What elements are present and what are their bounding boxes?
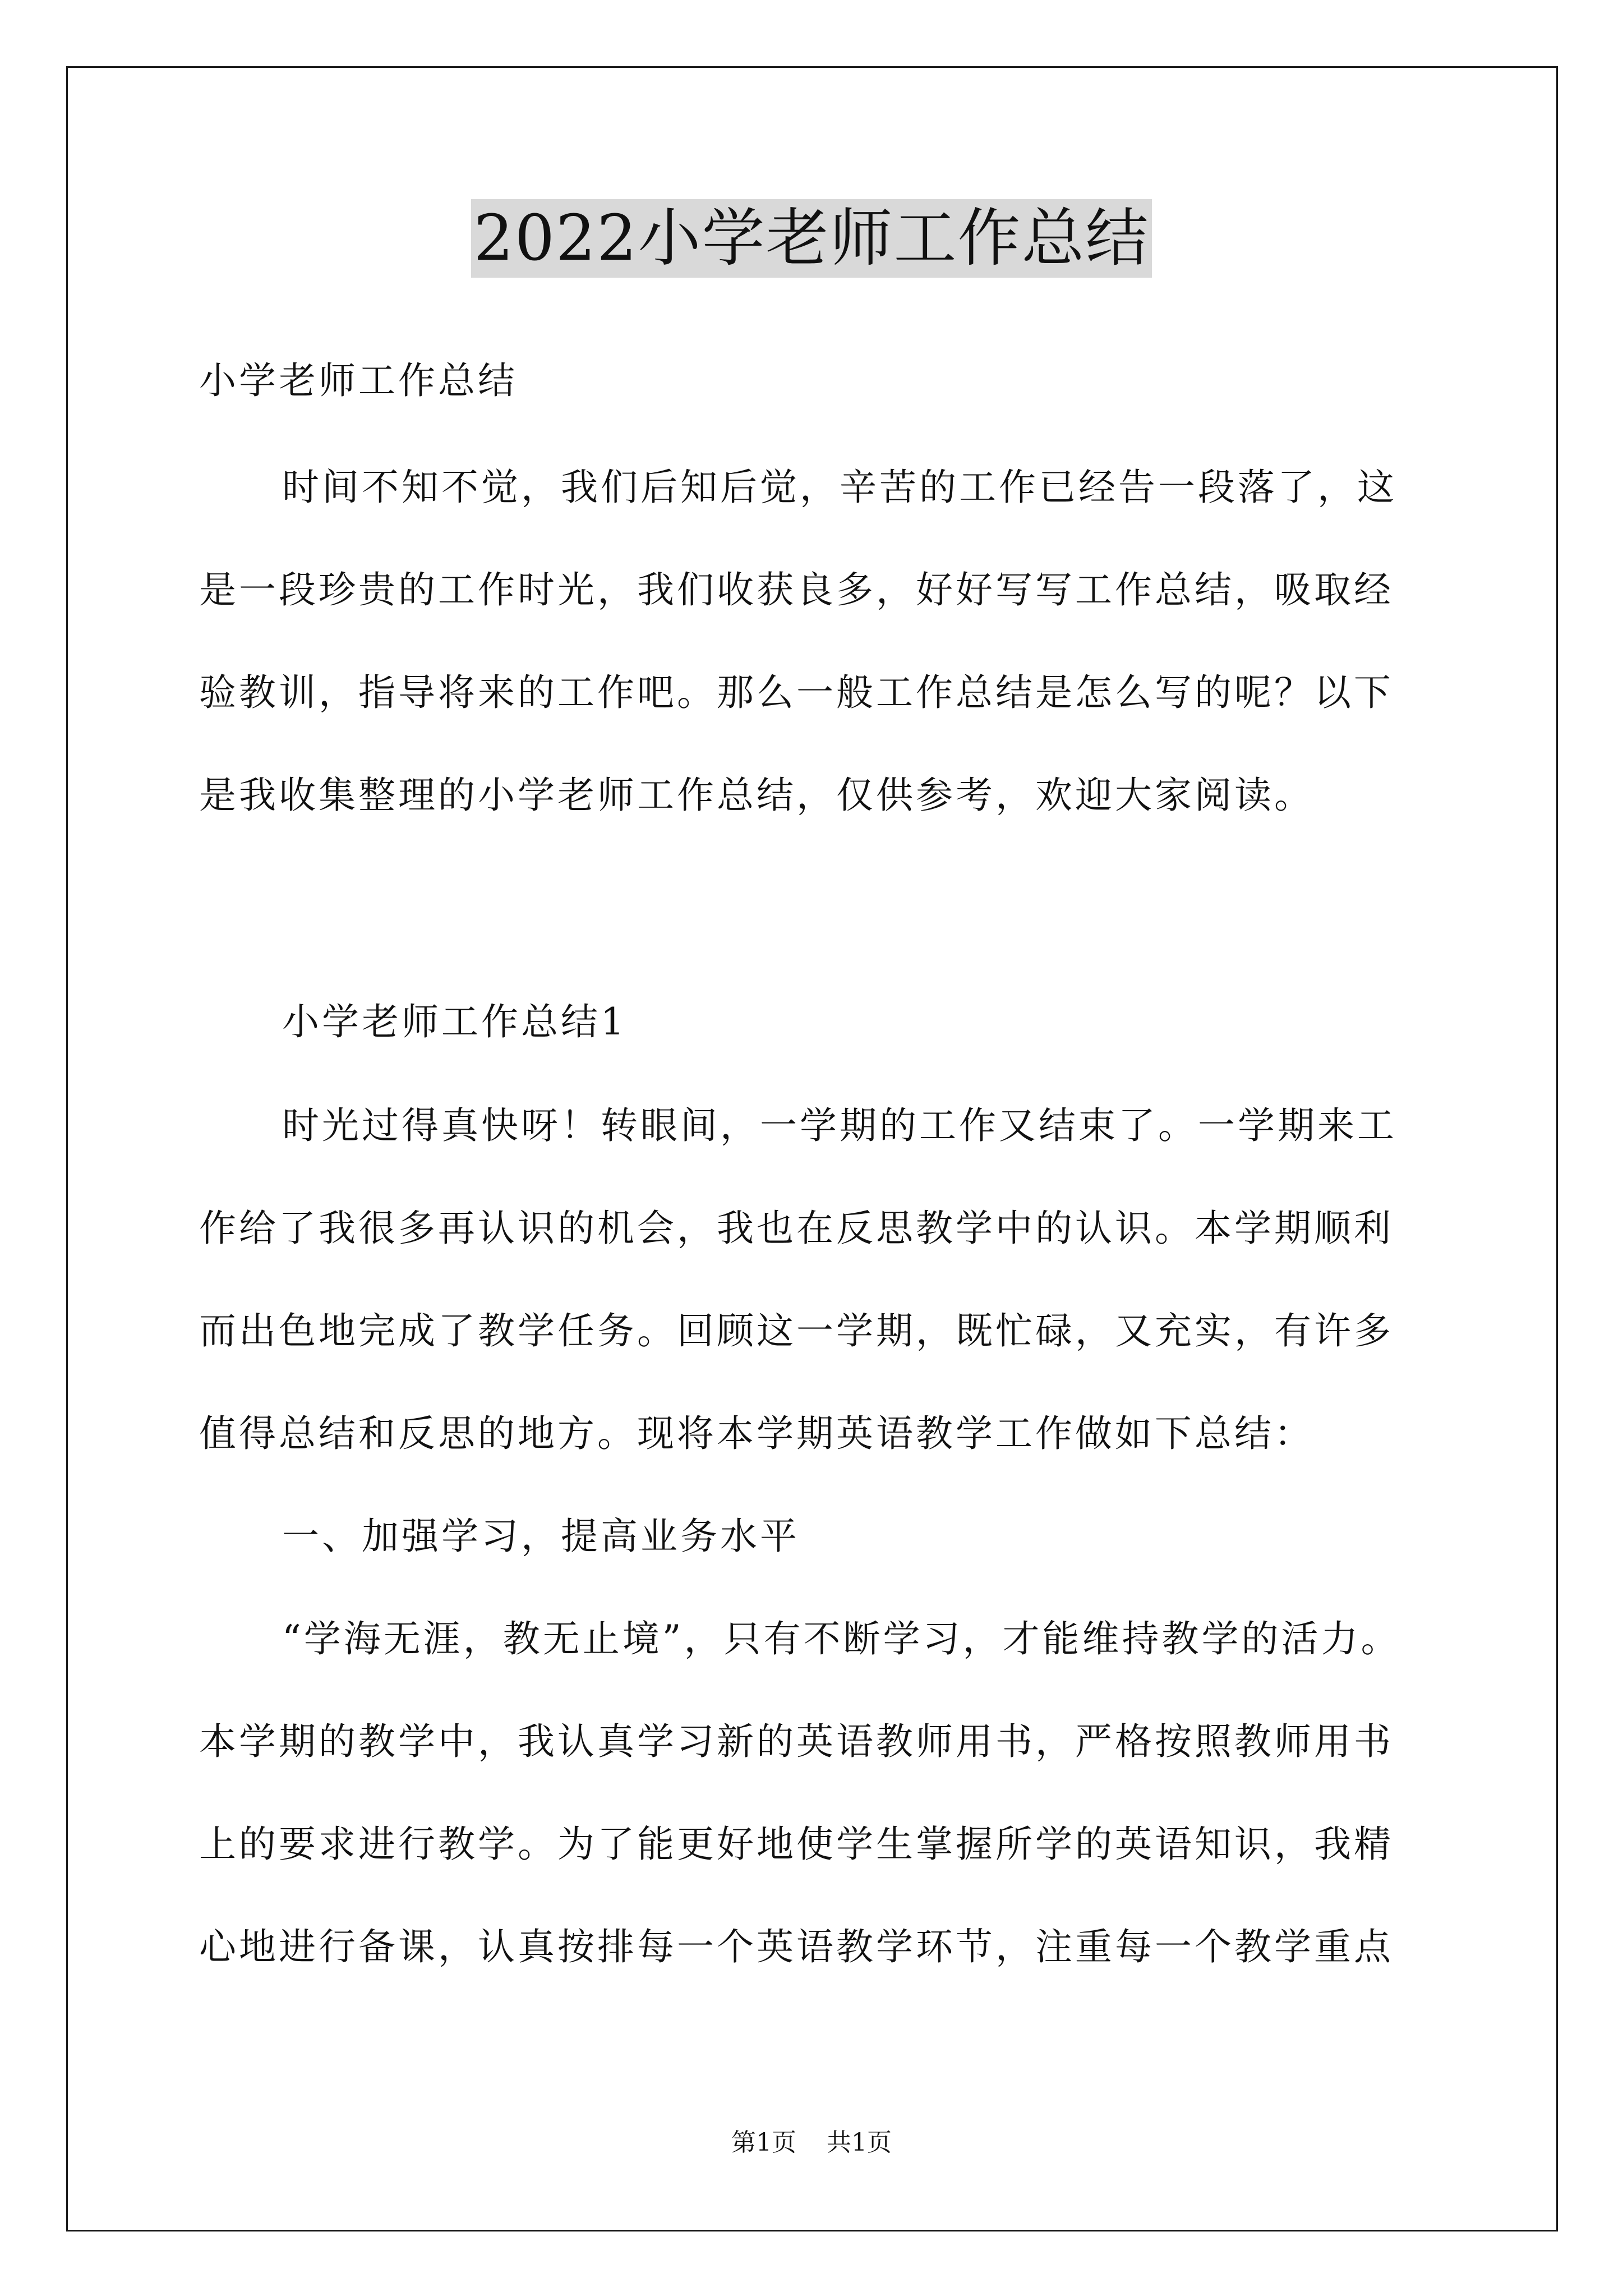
intro-line-4: 是我收集整理的小学老师工作总结，仅供参考，欢迎大家阅读。 (199, 774, 1314, 817)
para2-line-2: 本学期的教学中，我认真学习新的英语教师用书，严格按照教师用书 (199, 1720, 1394, 1763)
para2-line-1: “学海无涯，教无止境”，只有不断学习，才能维持教学的活力。 (282, 1617, 1401, 1660)
title-container (0, 199, 1623, 278)
document-subtitle: 小学老师工作总结 (199, 359, 518, 402)
section-heading: 小学老师工作总结1 (282, 1000, 627, 1043)
intro-line-3: 验教训，指导将来的工作吧。那么一般工作总结是怎么写的呢？以下 (199, 671, 1394, 714)
para2-line-4: 心地进行备课，认真按排每一个英语教学环节，注重每一个教学重点 (199, 1925, 1394, 1968)
page-footer (0, 2126, 1623, 2160)
para2-line-3: 上的要求进行教学。为了能更好地使学生掌握所学的英语知识，我精 (199, 1823, 1394, 1866)
document-title: 2022小学老师工作总结 (471, 199, 1151, 278)
intro-line-1: 时间不知不觉，我们后知后觉，辛苦的工作已经告一段落了，这 (282, 466, 1397, 509)
para1-line-4: 值得总结和反思的地方。现将本学期英语教学工作做如下总结： (199, 1412, 1314, 1455)
page-number-total: 共1页 (827, 2128, 892, 2157)
intro-line-2: 是一段珍贵的工作时光，我们收获良多，好好写写工作总结，吸取经 (199, 568, 1394, 611)
point1-heading: 一、加强学习，提高业务水平 (282, 1515, 800, 1558)
page-number-current: 第1页 (731, 2128, 796, 2157)
para1-line-2: 作给了我很多再认识的机会，我也在反思教学中的认识。本学期顺利 (199, 1207, 1394, 1250)
para1-line-3: 而出色地完成了教学任务。回顾这一学期，既忙碌，又充实，有许多 (199, 1309, 1394, 1352)
para1-line-1: 时光过得真快呀！转眼间，一学期的工作又结束了。一学期来工 (282, 1104, 1397, 1147)
